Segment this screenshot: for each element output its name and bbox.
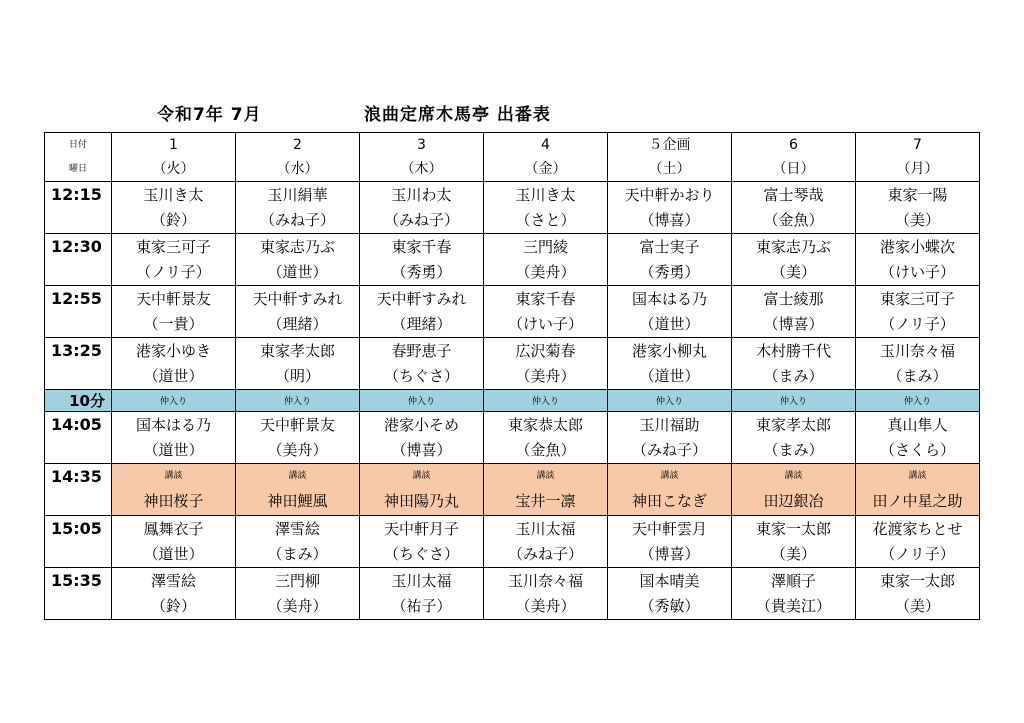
performer-name: 澤雪絵 bbox=[150, 571, 196, 590]
performer-cell bbox=[484, 234, 608, 286]
performer-name: 鳳舞衣子 bbox=[143, 519, 204, 538]
performer-name: 東家孝太郎 bbox=[259, 341, 335, 360]
time-label: 12:15 bbox=[51, 185, 102, 204]
performer-name: 国本はる乃 bbox=[631, 289, 707, 308]
accompanist-name: （ちぐさ） bbox=[383, 366, 459, 385]
accompanist-name: （博喜） bbox=[639, 544, 700, 563]
accompanist-name: （まみ） bbox=[887, 366, 948, 385]
performer-cell bbox=[856, 516, 980, 568]
performer-cell bbox=[856, 412, 980, 464]
performer-name: 天中軒すみれ bbox=[376, 289, 467, 308]
date-number: 3 bbox=[417, 137, 426, 153]
kodan-performer-name: 田辺銀冶 bbox=[763, 491, 824, 510]
accompanist-name: （ちぐさ） bbox=[383, 544, 459, 563]
performer-cell bbox=[360, 568, 484, 620]
intermission-cell: 仲入り bbox=[732, 390, 856, 412]
performer-cell bbox=[732, 234, 856, 286]
performer-name: 玉川絹華 bbox=[267, 185, 328, 204]
performer-cell bbox=[484, 568, 608, 620]
performer-name: 港家小蝶次 bbox=[879, 237, 955, 256]
accompanist-name: （博喜） bbox=[391, 440, 452, 459]
intermission-cell: 仲入り bbox=[112, 390, 236, 412]
accompanist-name: （道世） bbox=[639, 314, 700, 333]
performer-cell bbox=[732, 568, 856, 620]
accompanist-name: （一貴） bbox=[143, 314, 204, 333]
kodan-label: 講談 bbox=[536, 470, 555, 481]
kodan-row bbox=[45, 464, 980, 516]
time-slot-cell bbox=[45, 464, 112, 516]
performer-cell bbox=[856, 338, 980, 390]
time-slot-cell bbox=[45, 568, 112, 620]
performer-name: 東家三可子 bbox=[135, 237, 211, 256]
performer-name: 木村勝千代 bbox=[755, 341, 831, 360]
time-label: 12:30 bbox=[51, 237, 102, 256]
performer-cell bbox=[608, 568, 732, 620]
performer-name: 天中軒景友 bbox=[259, 415, 335, 434]
performer-name: 港家小そめ bbox=[383, 415, 459, 434]
accompanist-name: （鈴） bbox=[150, 210, 196, 229]
performer-name: 澤雪絵 bbox=[274, 519, 320, 538]
performer-cell bbox=[856, 234, 980, 286]
accompanist-name: （みね子） bbox=[631, 440, 707, 459]
performer-name: 富士綾那 bbox=[763, 289, 824, 308]
accompanist-name: （美舟） bbox=[267, 440, 328, 459]
performer-cell bbox=[112, 412, 236, 464]
intermission-cell: 仲入り bbox=[484, 390, 608, 412]
performer-name: 富士実子 bbox=[639, 237, 700, 256]
performer-cell bbox=[360, 182, 484, 234]
header-day-cell bbox=[732, 133, 856, 182]
performer-cell bbox=[112, 182, 236, 234]
performer-name: 真山隼人 bbox=[887, 415, 948, 434]
performer-name: 玉川奈々福 bbox=[507, 571, 583, 590]
performer-cell bbox=[112, 568, 236, 620]
accompanist-name: （鈴） bbox=[150, 596, 196, 615]
kodan-cell bbox=[484, 464, 608, 516]
intermission-cell: 仲入り bbox=[360, 390, 484, 412]
time-label: 12:55 bbox=[51, 289, 102, 308]
intermission-cell: 仲入り bbox=[856, 390, 980, 412]
accompanist-name: （まみ） bbox=[267, 544, 328, 563]
performer-cell bbox=[112, 516, 236, 568]
kodan-cell bbox=[112, 464, 236, 516]
header-labels-cell bbox=[45, 133, 112, 182]
weekday-name: （木） bbox=[400, 161, 443, 177]
weekday-name: （水） bbox=[276, 161, 319, 177]
performer-name: 春野恵子 bbox=[391, 341, 452, 360]
kodan-label: 講談 bbox=[784, 470, 803, 481]
accompanist-name: （みね子） bbox=[383, 210, 459, 229]
accompanist-name: （けい子） bbox=[507, 314, 583, 333]
accompanist-name: （金魚） bbox=[763, 210, 824, 229]
date-label: 日付 bbox=[68, 140, 87, 150]
time-label: 15:35 bbox=[51, 571, 102, 590]
weekday-name: （土） bbox=[648, 161, 691, 177]
kodan-performer-name: 神田こなぎ bbox=[631, 491, 707, 510]
performer-name: 東家千春 bbox=[515, 289, 576, 308]
performer-cell bbox=[608, 286, 732, 338]
kodan-performer-name: 神田桜子 bbox=[143, 491, 204, 510]
accompanist-name: （道世） bbox=[143, 366, 204, 385]
accompanist-name: （明） bbox=[274, 366, 320, 385]
kodan-performer-name: 田ノ中星之助 bbox=[872, 491, 963, 510]
performer-cell bbox=[360, 234, 484, 286]
accompanist-name: （美） bbox=[770, 544, 816, 563]
performer-cell bbox=[856, 182, 980, 234]
performer-cell bbox=[112, 286, 236, 338]
performer-cell bbox=[732, 182, 856, 234]
slot-row bbox=[45, 286, 980, 338]
intermission-duration: 10分 bbox=[45, 390, 112, 412]
slot-row bbox=[45, 234, 980, 286]
performer-cell bbox=[608, 182, 732, 234]
kodan-label: 講談 bbox=[908, 470, 927, 481]
accompanist-name: （さくら） bbox=[879, 440, 955, 459]
time-slot-cell bbox=[45, 286, 112, 338]
performer-cell bbox=[112, 338, 236, 390]
performer-name: 東家志乃ぶ bbox=[259, 237, 335, 256]
performer-cell bbox=[236, 412, 360, 464]
performer-cell bbox=[732, 338, 856, 390]
time-slot-cell bbox=[45, 412, 112, 464]
header-day-cell bbox=[236, 133, 360, 182]
performer-name: 港家小柳丸 bbox=[631, 341, 707, 360]
kodan-cell bbox=[360, 464, 484, 516]
weekday-name: （日） bbox=[772, 161, 815, 177]
date-number: 1 bbox=[169, 137, 178, 153]
accompanist-name: （美舟） bbox=[267, 596, 328, 615]
accompanist-name: （祐子） bbox=[391, 596, 452, 615]
time-label: 13:25 bbox=[51, 341, 102, 360]
performer-cell bbox=[112, 234, 236, 286]
performer-name: 玉川き太 bbox=[143, 185, 204, 204]
performer-name: 天中軒すみれ bbox=[252, 289, 343, 308]
accompanist-name: （美） bbox=[894, 596, 940, 615]
performer-cell bbox=[484, 338, 608, 390]
kodan-cell bbox=[236, 464, 360, 516]
accompanist-name: （道世） bbox=[267, 262, 328, 281]
header-day-cell bbox=[112, 133, 236, 182]
intermission-row bbox=[45, 390, 980, 412]
accompanist-name: （理緒） bbox=[391, 314, 452, 333]
header-day-cell bbox=[608, 133, 732, 182]
date-number: 6 bbox=[789, 137, 798, 153]
accompanist-name: （博喜） bbox=[763, 314, 824, 333]
kodan-label: 講談 bbox=[164, 470, 183, 481]
header-day-cell bbox=[856, 133, 980, 182]
performer-name: 玉川奈々福 bbox=[879, 341, 955, 360]
performer-cell bbox=[484, 516, 608, 568]
performer-cell bbox=[484, 182, 608, 234]
accompanist-name: （道世） bbox=[143, 440, 204, 459]
date-number: 7 bbox=[913, 137, 922, 153]
performer-cell bbox=[360, 516, 484, 568]
time-slot-cell bbox=[45, 516, 112, 568]
kodan-performer-name: 神田鯉風 bbox=[267, 491, 328, 510]
header-day-cell bbox=[484, 133, 608, 182]
time-label: 15:05 bbox=[51, 519, 102, 538]
accompanist-name: （みね子） bbox=[259, 210, 335, 229]
performer-name: 天中軒かおり bbox=[624, 185, 715, 204]
header-day-cell bbox=[360, 133, 484, 182]
accompanist-name: （貴美江） bbox=[755, 596, 831, 615]
performer-cell bbox=[360, 338, 484, 390]
time-label: 14:05 bbox=[51, 415, 102, 434]
performer-name: 東家孝太郎 bbox=[755, 415, 831, 434]
accompanist-name: （理緒） bbox=[267, 314, 328, 333]
performer-name: 東家一太郎 bbox=[755, 519, 831, 538]
slot-row bbox=[45, 182, 980, 234]
performer-cell bbox=[236, 234, 360, 286]
slot-row bbox=[45, 516, 980, 568]
accompanist-name: （まみ） bbox=[763, 440, 824, 459]
document-title-venue: 浪曲定席木馬亭 出番表 bbox=[364, 105, 551, 125]
performer-name: 港家小ゆき bbox=[135, 341, 211, 360]
kodan-label: 講談 bbox=[660, 470, 679, 481]
performer-name: 国本はる乃 bbox=[135, 415, 211, 434]
performer-cell bbox=[856, 286, 980, 338]
accompanist-name: （みね子） bbox=[507, 544, 583, 563]
intermission-cell: 仲入り bbox=[608, 390, 732, 412]
performer-name: 広沢菊春 bbox=[515, 341, 576, 360]
performer-name: 三門綾 bbox=[522, 237, 568, 256]
time-label: 14:35 bbox=[51, 467, 102, 486]
performer-cell bbox=[732, 412, 856, 464]
schedule-table bbox=[44, 132, 980, 620]
document-title-month: 令和7年 7月 bbox=[157, 105, 262, 125]
performer-name: 玉川き太 bbox=[515, 185, 576, 204]
performer-cell bbox=[236, 516, 360, 568]
performer-cell bbox=[608, 412, 732, 464]
kodan-label: 講談 bbox=[288, 470, 307, 481]
accompanist-name: （ノリ子） bbox=[136, 262, 211, 281]
performer-cell bbox=[484, 412, 608, 464]
performer-name: 東家恭太郎 bbox=[507, 415, 583, 434]
performer-name: 澤順子 bbox=[770, 571, 816, 590]
performer-cell bbox=[608, 234, 732, 286]
accompanist-name: （道世） bbox=[143, 544, 204, 563]
header-row bbox=[45, 133, 980, 182]
accompanist-name: （ノリ子） bbox=[880, 314, 955, 333]
performer-cell bbox=[236, 568, 360, 620]
time-slot-cell bbox=[45, 234, 112, 286]
performer-cell bbox=[360, 412, 484, 464]
time-slot-cell bbox=[45, 338, 112, 390]
performer-name: 玉川太福 bbox=[391, 571, 452, 590]
accompanist-name: （美） bbox=[894, 210, 940, 229]
performer-name: 玉川太福 bbox=[515, 519, 576, 538]
kodan-cell bbox=[608, 464, 732, 516]
accompanist-name: （美舟） bbox=[515, 596, 576, 615]
date-number: 2 bbox=[293, 137, 302, 153]
performer-name: 東家志乃ぶ bbox=[755, 237, 831, 256]
accompanist-name: （ノリ子） bbox=[880, 544, 955, 563]
accompanist-name: （けい子） bbox=[879, 262, 955, 281]
slot-row bbox=[45, 568, 980, 620]
kodan-performer-name: 神田陽乃丸 bbox=[383, 491, 459, 510]
weekday-name: （金） bbox=[524, 161, 567, 177]
accompanist-name: （秀勇） bbox=[391, 262, 452, 281]
performer-name: 東家一太郎 bbox=[879, 571, 955, 590]
weekday-label: 曜日 bbox=[68, 164, 87, 174]
date-number: ５企画 bbox=[648, 137, 691, 153]
accompanist-name: （美舟） bbox=[515, 366, 576, 385]
performer-name: 富士琴哉 bbox=[763, 185, 824, 204]
kodan-performer-name: 宝井一凛 bbox=[515, 491, 576, 510]
performer-name: 玉川わ太 bbox=[391, 185, 452, 204]
kodan-cell bbox=[856, 464, 980, 516]
accompanist-name: （道世） bbox=[639, 366, 700, 385]
performer-cell bbox=[608, 338, 732, 390]
performer-cell bbox=[732, 286, 856, 338]
slot-row bbox=[45, 338, 980, 390]
performer-name: 東家一陽 bbox=[887, 185, 948, 204]
performer-cell bbox=[732, 516, 856, 568]
accompanist-name: （まみ） bbox=[763, 366, 824, 385]
performer-name: 天中軒景友 bbox=[135, 289, 211, 308]
accompanist-name: （秀勇） bbox=[639, 262, 700, 281]
time-slot-cell bbox=[45, 182, 112, 234]
accompanist-name: （美） bbox=[770, 262, 816, 281]
slot-row bbox=[45, 412, 980, 464]
performer-name: 天中軒月子 bbox=[383, 519, 459, 538]
performer-name: 東家千春 bbox=[391, 237, 452, 256]
performer-name: 東家三可子 bbox=[879, 289, 955, 308]
performer-cell bbox=[360, 286, 484, 338]
kodan-cell bbox=[732, 464, 856, 516]
performer-name: 玉川福助 bbox=[639, 415, 700, 434]
date-number: 4 bbox=[541, 137, 550, 153]
performer-cell bbox=[236, 338, 360, 390]
performer-cell bbox=[484, 286, 608, 338]
performer-cell bbox=[608, 516, 732, 568]
weekday-name: （火） bbox=[152, 161, 195, 177]
accompanist-name: （美舟） bbox=[515, 262, 576, 281]
weekday-name: （月） bbox=[896, 161, 939, 177]
performer-cell bbox=[236, 286, 360, 338]
performer-name: 三門柳 bbox=[274, 571, 320, 590]
performer-cell bbox=[856, 568, 980, 620]
accompanist-name: （さと） bbox=[515, 210, 576, 229]
accompanist-name: （博喜） bbox=[639, 210, 700, 229]
performer-cell bbox=[236, 182, 360, 234]
performer-name: 天中軒雲月 bbox=[631, 519, 707, 538]
kodan-label: 講談 bbox=[412, 470, 431, 481]
performer-name: 国本晴美 bbox=[639, 571, 700, 590]
intermission-cell: 仲入り bbox=[236, 390, 360, 412]
accompanist-name: （金魚） bbox=[515, 440, 576, 459]
accompanist-name: （秀敏） bbox=[639, 596, 700, 615]
performer-name: 花渡家ちとせ bbox=[872, 519, 963, 538]
